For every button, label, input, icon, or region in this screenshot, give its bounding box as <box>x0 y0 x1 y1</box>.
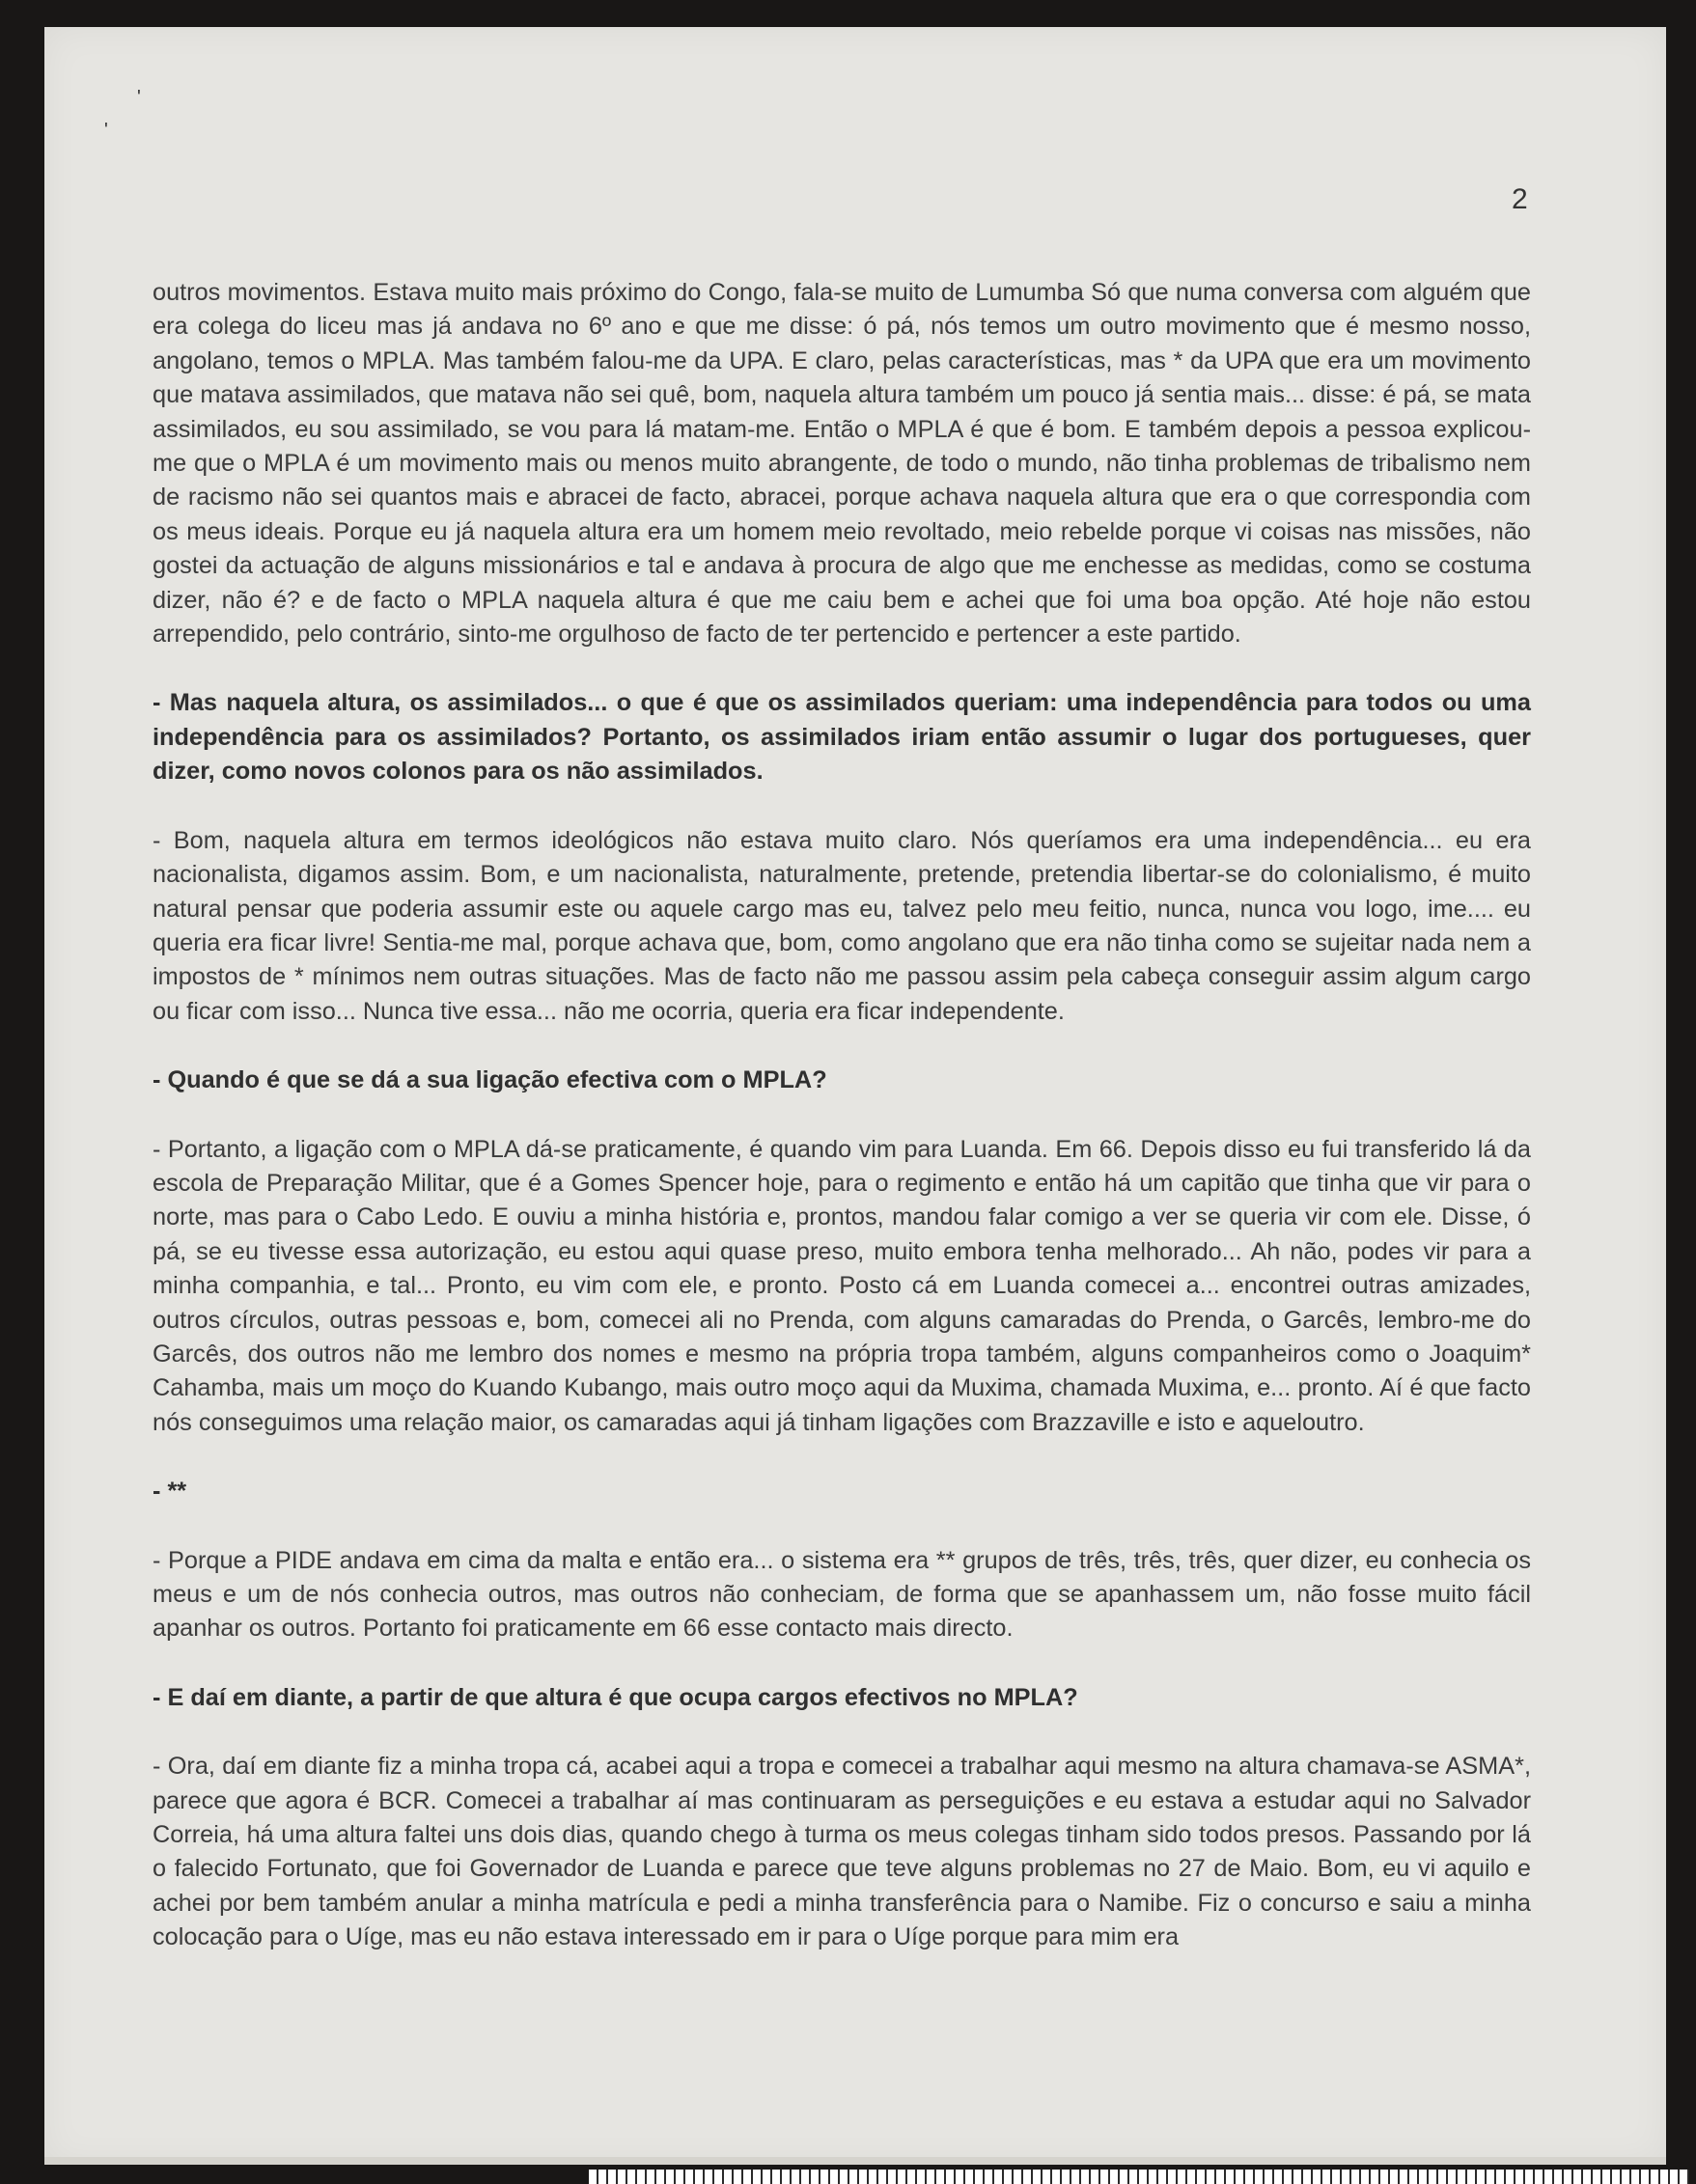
question-paragraph: - E daí em diante, a partir de que altura é que ocupa cargos efectivos no MPLA? <box>153 1683 1078 1711</box>
page-number: 2 <box>1512 183 1528 215</box>
interview-transcript <box>153 276 1531 1990</box>
answer-paragraph: outros movimentos. Estava muito mais próximo do Congo, fala-se muito de Lumumba Só que numa conversa com alguém que era colega do liceu mas já andava no 6º ano e que me disse: ó pá, nós temos um outro movimento que é mesmo nosso, angolano, temos o MPLA. Mas também falou-me da UPA. E claro, pelas características, mas * da UPA que era um movimento que matava assimilados, que matava não sei quê, bom, naquela altura também um pouco já sentia mais... disse: é pá, se mata assimilados, eu sou assimilado, se vou para lá matam-me. Então o MPLA é que é bom. E também depois a pessoa explicou-me que o MPLA é um movimento mais ou menos muito abrangente, de todo o mundo, não tinha problemas de tribalismo nem de racismo não sei quantos mais e abracei de facto, abracei, porque achava naquela altura que era o que correspondia com os meus ideais. Porque eu já naquela altura era um homem meio revoltado, meio rebelde porque vi coisas nas missões, não gostei da actuação de alguns missionários e tal e andava à procura de algo que me enchesse as medidas, como se costuma dizer, não é? e de facto o MPLA naquela altura é que me caiu bem e achei que foi uma boa opção. Até hoje não estou arrependido, pelo contrário, sinto-me orgulhoso de facto de ter pertencido e pertencer a este partido. <box>153 279 1531 649</box>
scale-ruler <box>589 2170 1689 2184</box>
answer-paragraph: - Ora, daí em diante fiz a minha tropa cá, acabei aqui a tropa e comecei a trabalhar aqui mesmo na altura chamava-se ASMA*, parece que agora é BCR. Comecei a trabalhar aí mas continuaram as perseguições e eu estava a estudar aqui no Salvador Correia, há uma altura faltei uns dois dias, quando chego à turma os meus colegas tinham sido todos presos. Passando por lá o falecido Fortunato, que foi Governador de Luanda e parece que teve alguns problemas no 27 de Maio. Bom, eu vi aquilo e achei por bem também anular a minha matrícula e pedi a minha transferência para o Namibe. Fiz o concurso e saiu a minha colocação para o Uíge, mas eu não estava interessado em ir para o Uíge porque para mim era <box>153 1753 1531 1951</box>
stray-mark: ' <box>137 87 141 108</box>
question-paragraph: - Mas naquela altura, os assimilados... o que é que os assimilados queriam: uma independência para todos ou uma independência para os assimilados? Portanto, os assimilados iriam então assumir o lugar dos portugueses, quer dizer, como novos colonos para os não assimilados. <box>153 689 1531 786</box>
answer-paragraph: - Portanto, a ligação com o MPLA dá-se praticamente, é quando vim para Luanda. Em 66. Depois disso eu fui transferido lá da escola de Preparação Militar, que é a Gomes Spencer hoje, para o regimento e então há um capitão que tinha que vir para o norte, mas para o Cabo Ledo. E ouviu a minha história e, prontos, mandou falar comigo a ver se queria vir com ele. Disse, ó pá, se eu tivesse essa autorização, eu estou aqui quase preso, muito embora tenha melhorado... Ah não, podes vir para a minha companhia, e tal... Pronto, eu vim com ele, e pronto. Posto cá em Luanda comecei a... encontrei outras amizades, outros círculos, outras pessoas e, bom, comecei ali no Prenda, com alguns camaradas do Prenda, o Garcês, lembro-me do Garcês, dos outros não me lembro dos nomes e mesmo na própria tropa também, alguns companheiros como o Joaquim* Cahamba, mais um moço do Kuando Kubango, mais outro moço aqui da Muxima, chamada Muxima, e... pronto. Aí é que facto nós conseguimos uma relação maior, os camaradas aqui já tinham ligações com Brazzaville e isto e aqueloutro. <box>153 1135 1531 1436</box>
question-paragraph: - Quando é que se dá a sua ligação efectiva com o MPLA? <box>153 1066 827 1094</box>
stray-mark: ' <box>104 120 108 141</box>
question-paragraph: - ** <box>153 1478 187 1506</box>
document-page <box>44 27 1666 2165</box>
paper-edge <box>44 2157 1666 2165</box>
answer-paragraph: - Bom, naquela altura em termos ideológicos não estava muito claro. Nós queríamos era uma independência... eu era nacionalista, digamos assim. Bom, e um nacionalista, naturalmente, pretende, pretendia libertar-se do colonialismo, é muito natural pensar que poderia assumir este ou aquele cargo mas eu, talvez pelo meu feitio, nunca, nunca vou logo, ime.... eu queria era ficar livre! Sentia-me mal, porque achava que, bom, como angolano que era não tinha como se sujeitar nada nem a impostos de * mínimos nem outras situações. Mas de facto não me passou assim pela cabeça conseguir assim algum cargo ou ficar com isso... Nunca tive essa... não me ocorria, queria era ficar independente. <box>153 826 1531 1025</box>
answer-paragraph: - Porque a PIDE andava em cima da malta e então era... o sistema era ** grupos de três, três, três, quer dizer, eu conhecia os meus e um de nós conhecia outros, mas outros não conheciam, de forma que se apanhassem um, não fosse muito fácil apanhar os outros. Portanto foi praticamente em 66 esse contacto mais directo. <box>153 1546 1531 1643</box>
